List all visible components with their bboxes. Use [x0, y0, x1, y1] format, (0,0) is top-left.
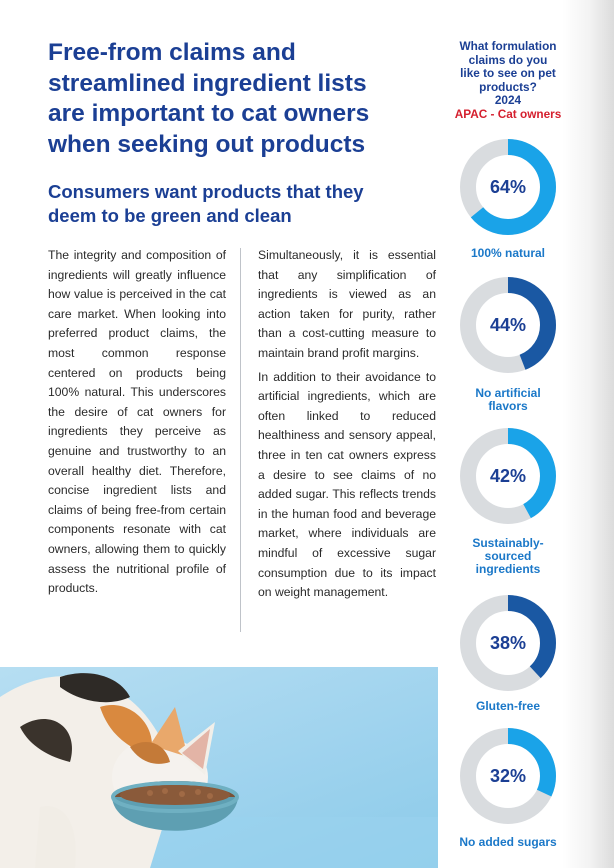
donut-category-label-line: Sustainably-: [472, 536, 544, 550]
column2-paragraph-2: In addition to their avoidance to artificial ingredients, which are often linked to reduced healthiness and sensory appeal, three in ten cat owners express a desire to see claims of no added sugar. This reflects trends in the human food and beverage market, where individuals are mindful of excessive sugar consumption due to its impact on weight management.: [258, 369, 436, 600]
donut-label-4: [440, 700, 576, 713]
donut-value-3: 42%: [489, 466, 527, 486]
text-column-left: [48, 246, 226, 599]
chart-title-line-3: like to see on pet: [460, 66, 556, 80]
donut-category-label-line: No artificial: [475, 386, 541, 400]
cat-illustration: [0, 667, 438, 868]
donut-value-4: 38%: [489, 633, 527, 653]
donut-category-label-line: No added sugars: [459, 835, 557, 849]
donut-category-label-line: Gluten-free: [475, 699, 540, 713]
donut-category-label-line: flavors: [488, 399, 528, 413]
chart-year: 2024: [494, 93, 522, 107]
text-column-right: [258, 246, 436, 603]
donut-chart-5: [460, 728, 556, 824]
page-subheadline: Consumers want products that they deem to be green and clean: [48, 181, 364, 226]
page-headline: Free-from claims and streamlined ingredient lists are important to cat owners when seeking out products: [48, 39, 370, 158]
chart-sidebar: [440, 0, 572, 868]
donut-label-1: [440, 247, 576, 260]
chart-title-line-1: What formulation: [459, 39, 557, 53]
donut-chart-1: [460, 139, 556, 235]
donut-value-2: 44%: [489, 315, 527, 335]
chart-subtitle: APAC - Cat owners: [454, 106, 562, 121]
donut-category-label: [458, 700, 558, 713]
chart-title: [440, 40, 576, 121]
column-divider: [240, 248, 241, 632]
donut-1: [440, 139, 576, 235]
donut-category-label-line: ingredients: [475, 562, 541, 576]
cat-eating-photo: [0, 667, 438, 868]
donut-4: [440, 595, 576, 691]
donut-category-label: [458, 836, 558, 849]
chart-title-line-2: claims do you: [468, 52, 548, 67]
chart-title-line-4: products?: [479, 79, 537, 94]
donut-label-5: [440, 836, 576, 849]
donut-category-label-line: 100% natural: [470, 246, 546, 260]
column1-paragraph: The integrity and composition of ingredients will greatly influence how value is perceived in the cat care market. When looking into preferred product claims, the most common response centered on products being 100% natural. This underscores the desire of cat owners for ingredients they perceive as genuine and trustworthy to an overall healthy diet. Therefore, concise ingredient lists and claims of being free-from certain components resonate with cat owners, allowing them to quickly assess the nutritional profile of products.: [48, 248, 226, 596]
donut-category-label: [458, 537, 558, 576]
donut-label-3: [440, 537, 576, 576]
donut-value-1: 64%: [489, 177, 527, 197]
donut-category-label-line: sourced: [484, 549, 532, 563]
donut-2: [440, 277, 576, 373]
donut-category-label: [458, 247, 558, 260]
donut-chart-4: [460, 595, 556, 691]
donut-chart-3: [460, 428, 556, 524]
donut-5: [440, 728, 576, 824]
donut-3: [440, 428, 576, 524]
donut-chart-2: [460, 277, 556, 373]
donut-value-5: 32%: [489, 766, 527, 786]
donut-label-2: [440, 387, 576, 413]
column2-paragraph-1: Simultaneously, it is essential that any simplification of ingredients is viewed as an action taken for purity, rather than a cost-cutting measure to maintain brand profit margins.: [258, 248, 436, 360]
donut-category-label: [458, 387, 558, 413]
